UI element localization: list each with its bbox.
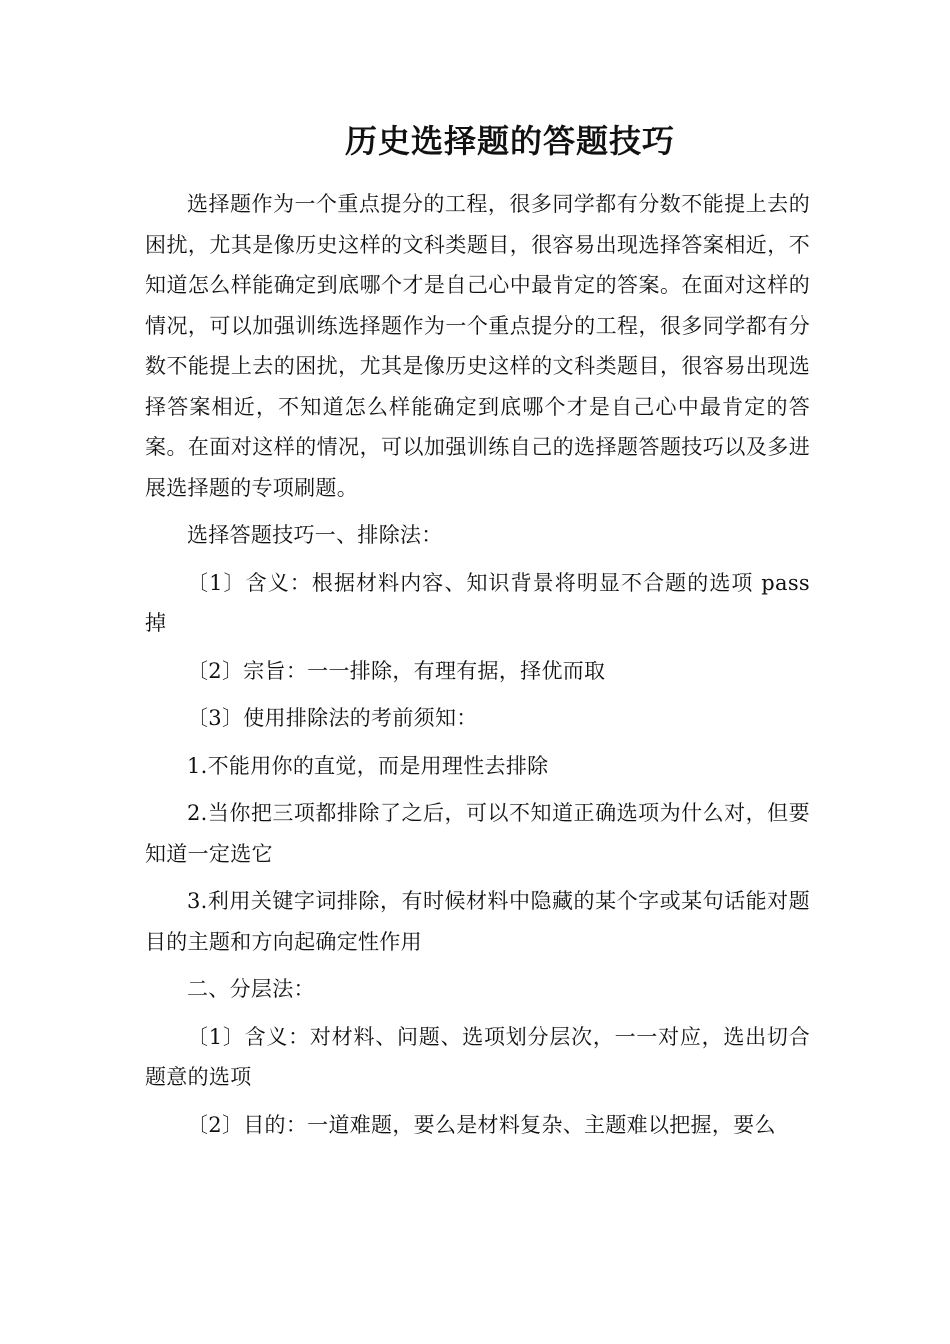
paragraph-note-1: 1.不能用你的直觉，而是用理性去排除 xyxy=(187,753,549,778)
document-page xyxy=(145,0,815,1344)
paragraph-layering-meaning: 〔1〕含义：对材料、问题、选项划分层次，一一对应，选出切合题意的选项 xyxy=(145,1024,810,1089)
document-title: 历史选择题的答题技巧 xyxy=(344,122,675,160)
paragraph-note-2: 2.当你把三项都排除了之后，可以不知道正确选项为什么对，但要知道一定选它 xyxy=(145,801,810,866)
paragraph-intro: 选择题作为一个重点提分的工程，很多同学都有分数不能提上去的困扰，尤其是像历史这样的文科类题目，很容易出现选择答案相近，不知道怎么样能确定到底哪个才是自己心中最肯定的答案。在面对这样的情况，可以加强训练选择题作为一个重点提分的工程，很多同学都有分数不能提上去的困扰，尤其是像历史这样的文科类题目，很容易出现选择答案相近，不知道怎么样能确定到底哪个才是自己心中最肯定的答案。在面对这样的情况，可以加强训练自己的选择题答题技巧以及多进展选择题的专项刷题。 xyxy=(145,192,810,500)
document-body xyxy=(145,184,810,1145)
paragraph-elimination-principle: 〔2〕宗旨：一一排除，有理有据，择优而取 xyxy=(187,658,606,683)
paragraph-technique-one-heading: 选择答题技巧一、排除法： xyxy=(187,523,443,547)
paragraph-layering-purpose: 〔2〕目的：一道难题，要么是材料复杂、主题难以把握，要么 xyxy=(187,1112,776,1137)
paragraph-elimination-notes-heading: 〔3〕使用排除法的考前须知： xyxy=(187,706,478,730)
paragraph-technique-two-heading: 二、分层法： xyxy=(187,977,315,1001)
paragraph-elimination-meaning: 〔1〕含义：根据材料内容、知识背景将明显不合题的选项 pass 掉 xyxy=(145,570,810,635)
paragraph-note-3: 3.利用关键字词排除，有时候材料中隐藏的某个字或某句话能对题目的主题和方向起确定性作用 xyxy=(145,889,810,954)
